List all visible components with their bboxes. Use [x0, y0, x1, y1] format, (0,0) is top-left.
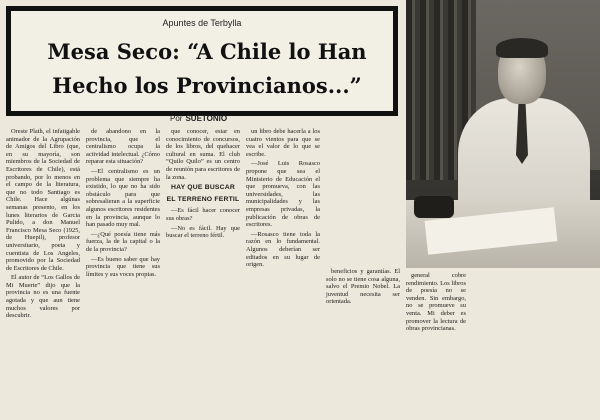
paragraph: general cobre rendimiento. Los libros de poesía no se venden. Sin embargo, no se promueve su venta. Mi deber es promover la lectura de obras provincianas. [406, 272, 466, 333]
paragraph: de abandono en la provincia, que el centralismo ocupa la actividad intelectual. ¿Cómo reparar esta situación? [86, 128, 160, 166]
headline-line-1: Mesa Seco: “A Chile lo Han [47, 39, 367, 64]
column-3 [166, 128, 240, 242]
byline-prefix: Por [170, 114, 183, 123]
paragraph: —José Luis Rosasco propone que sea el Ministerio de Educación el que promueva, con las universidades, las municipalidades y las empresas privadas, la publicación de obras de escritores. [246, 160, 320, 229]
paragraph: —El centralismo es un problema que siempre ha existido, lo que no ha sido obstáculo para que sobresalieran a la superficie algunos escritores residentes en la provincia, aunque lo han pasado muy mal. [86, 167, 160, 229]
column-5 [326, 268, 400, 308]
telephone-icon [414, 196, 454, 218]
paragraph: Oreste Plath, el infatigable animador de la Agrupación de Amigos del Libro (que, en su mayoría, son miembros de la Sociedad de Escritores de Chile), está probando, por lo menos en el campo de la literatura, que no todo Santiago es Chile. Hace algúnas semanas presento, en los lunes literarios de Garcia Pulido, a don Manuel Francisco Mesa Seco (1925, de Huepil), profesor universitario, poeta y cuentista de Los Angeles, promovido por la Sociedad de Escritores de Chile. [6, 128, 80, 272]
headline [21, 35, 393, 103]
paragraph: El autor de “Los Gallos de Mi Muerte” dijo que la provincia no es una fuente agotada y que aun tiene muchos valores por descubrir. [6, 274, 80, 320]
subheading-2: EL TERRENO FERTIL [166, 195, 240, 203]
paragraph: —Es fácil hacer conocer sus obras? [166, 207, 240, 222]
paragraph: —Es bueno saber que hay provincia que tiene sus límites y sus voces propias. [86, 255, 160, 278]
column-1 [6, 128, 80, 322]
column-2 [86, 128, 160, 280]
paragraph: que conocer, estar en conocimiento de concursos, de los libros, del quehacer cultural en suma. El club “Quilo Quilo” es un centro de reunión para escritores de la zona. [166, 128, 240, 181]
headline-box [6, 6, 398, 116]
paragraph: —¿Qué poesía tiene más fuerza, la de la capital o la de la provincia? [86, 230, 160, 253]
headline-line-2: Hecho los Provincianos...” [52, 73, 362, 98]
portrait-photo [406, 0, 600, 268]
paragraph: —Rosasco tiene toda la razón en lo fundamental. Algunos deberían ser editados en su lugar de origen. [246, 230, 320, 269]
subheading-1: HAY QUE BUSCAR [171, 184, 235, 192]
paragraph: —No es fácil. Hay que buscar el terreno fértil. [166, 224, 240, 240]
paragraph: beneficios y garantías. El solo no se tiene cosa alguna, salvo el Premio Nobel. La juventud necesita ser orientada. [326, 268, 400, 306]
paragraph: un libro debe hacerla a los cuatro vientos para que se vea el valor de lo que se escribe. [246, 128, 320, 158]
hair [496, 38, 548, 58]
byline [170, 114, 227, 123]
kicker: Apuntes de Terbylla [162, 18, 242, 28]
byline-author: SUETONIO [185, 114, 228, 123]
column-4 [246, 128, 320, 271]
column-6 [406, 272, 466, 335]
